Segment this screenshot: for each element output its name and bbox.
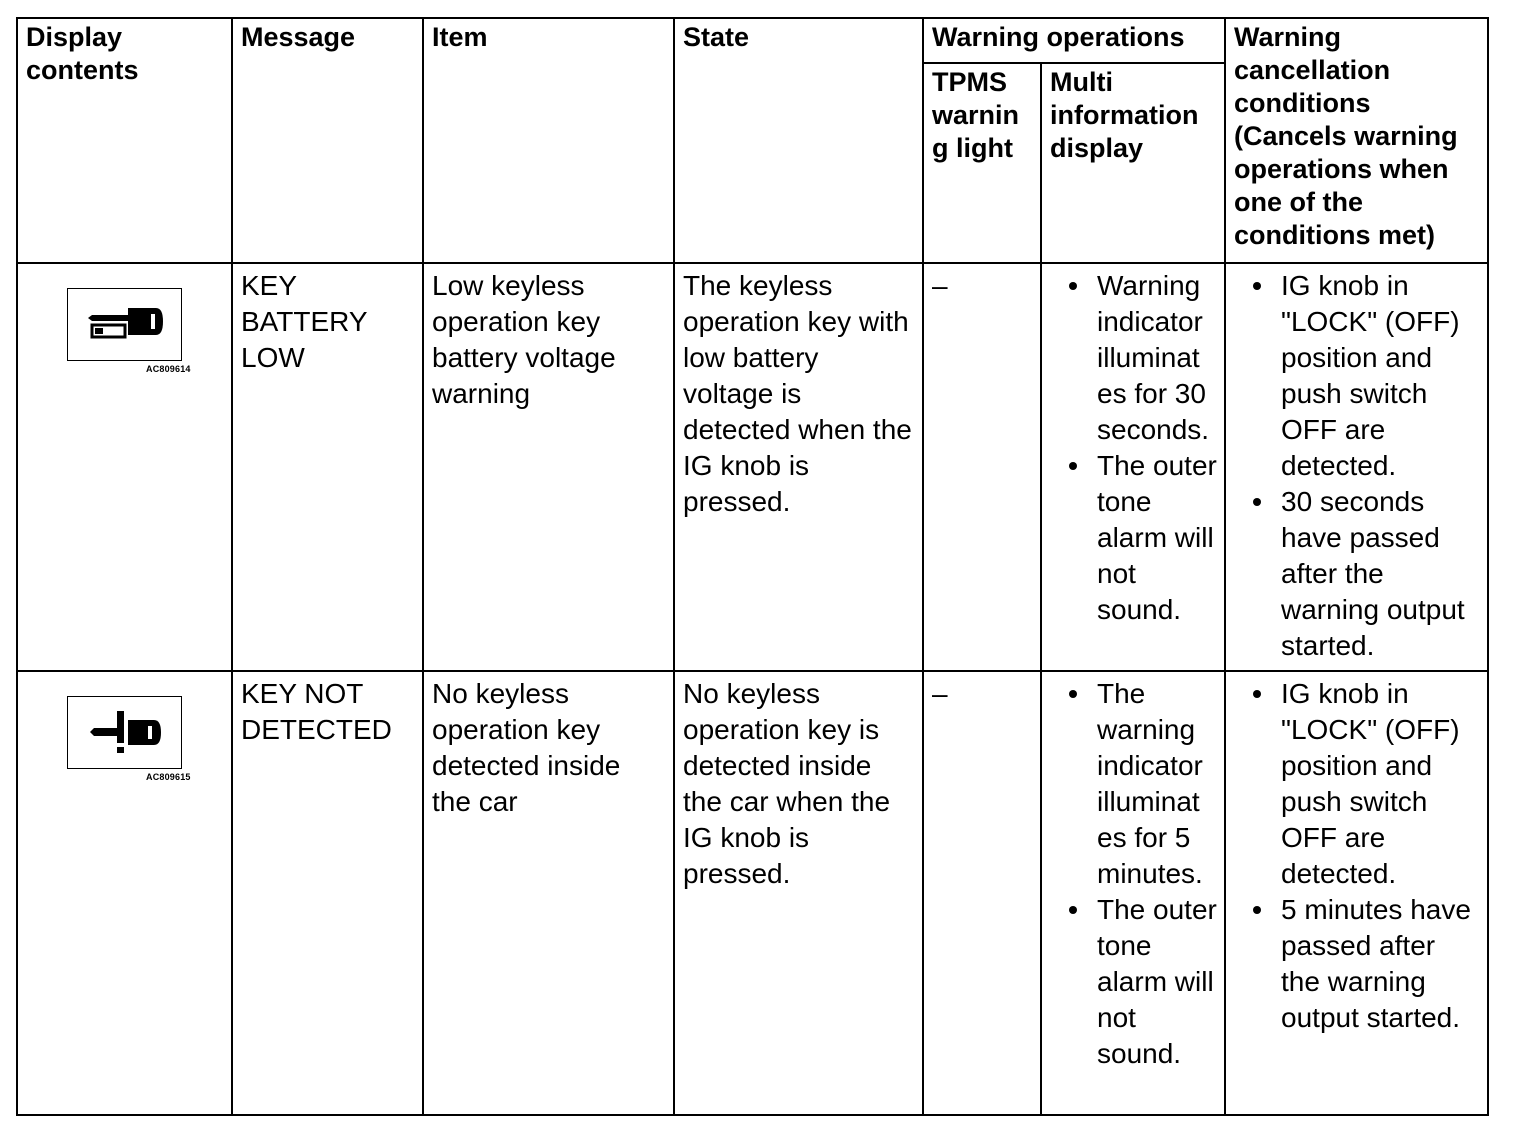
mid-list (1050, 676, 1218, 1072)
icon-code: AC809614 (146, 364, 191, 374)
header-item: Item (423, 18, 674, 263)
mid-list (1050, 268, 1218, 628)
display-contents-cell (17, 263, 232, 671)
message-cell: KEY BATTERY LOW (232, 263, 423, 671)
table-row (17, 671, 1488, 1115)
state-cell: No keyless operation key is detected inside the car when the IG knob is pressed. (674, 671, 923, 1115)
list-item: 5 minutes have passed after the warning output started. (1234, 892, 1481, 1036)
header-warning-cancellation: Warning cancellation conditions (Cancels warning operations when one of the conditions met) (1225, 18, 1488, 263)
tpms-cell: – (923, 671, 1041, 1115)
message-cell: KEY NOT DETECTED (232, 671, 423, 1115)
display-contents-cell (17, 671, 232, 1115)
header-tpms-warning-light: TPMS warnin g light (923, 63, 1041, 263)
tpms-cell: – (923, 263, 1041, 671)
icon-code: AC809615 (146, 772, 191, 782)
header-state: State (674, 18, 923, 263)
mid-cell (1041, 263, 1225, 671)
list-item: The outer tone alarm will not sound. (1050, 892, 1218, 1072)
item-cell: No keyless operation key detected inside the car (423, 671, 674, 1115)
list-item: Warning indicator illuminat es for 30 seconds. (1050, 268, 1218, 448)
key-battery-low-icon (67, 288, 182, 361)
key-not-detected-icon (67, 696, 182, 769)
header-display-contents: Display contents (17, 18, 232, 263)
cancel-cell (1225, 671, 1488, 1115)
list-item: IG knob in "LOCK" (OFF) position and push switch OFF are detected. (1234, 676, 1481, 892)
list-item: IG knob in "LOCK" (OFF) position and push switch OFF are detected. (1234, 268, 1481, 484)
state-cell: The keyless operation key with low battery voltage is detected when the IG knob is pressed. (674, 263, 923, 671)
header-multi-information-display: Multi information display (1041, 63, 1225, 263)
list-item: The outer tone alarm will not sound. (1050, 448, 1218, 628)
cancel-list (1234, 268, 1481, 664)
warning-table (16, 17, 1489, 1116)
list-item: 30 seconds have passed after the warning output started. (1234, 484, 1481, 664)
cancel-list (1234, 676, 1481, 1036)
mid-cell (1041, 671, 1225, 1115)
header-warning-operations: Warning operations (923, 18, 1225, 63)
cancel-cell (1225, 263, 1488, 671)
table-row (17, 263, 1488, 671)
header-message: Message (232, 18, 423, 263)
list-item: The warning indicator illuminat es for 5 minutes. (1050, 676, 1218, 892)
item-cell: Low keyless operation key battery voltage warning (423, 263, 674, 671)
